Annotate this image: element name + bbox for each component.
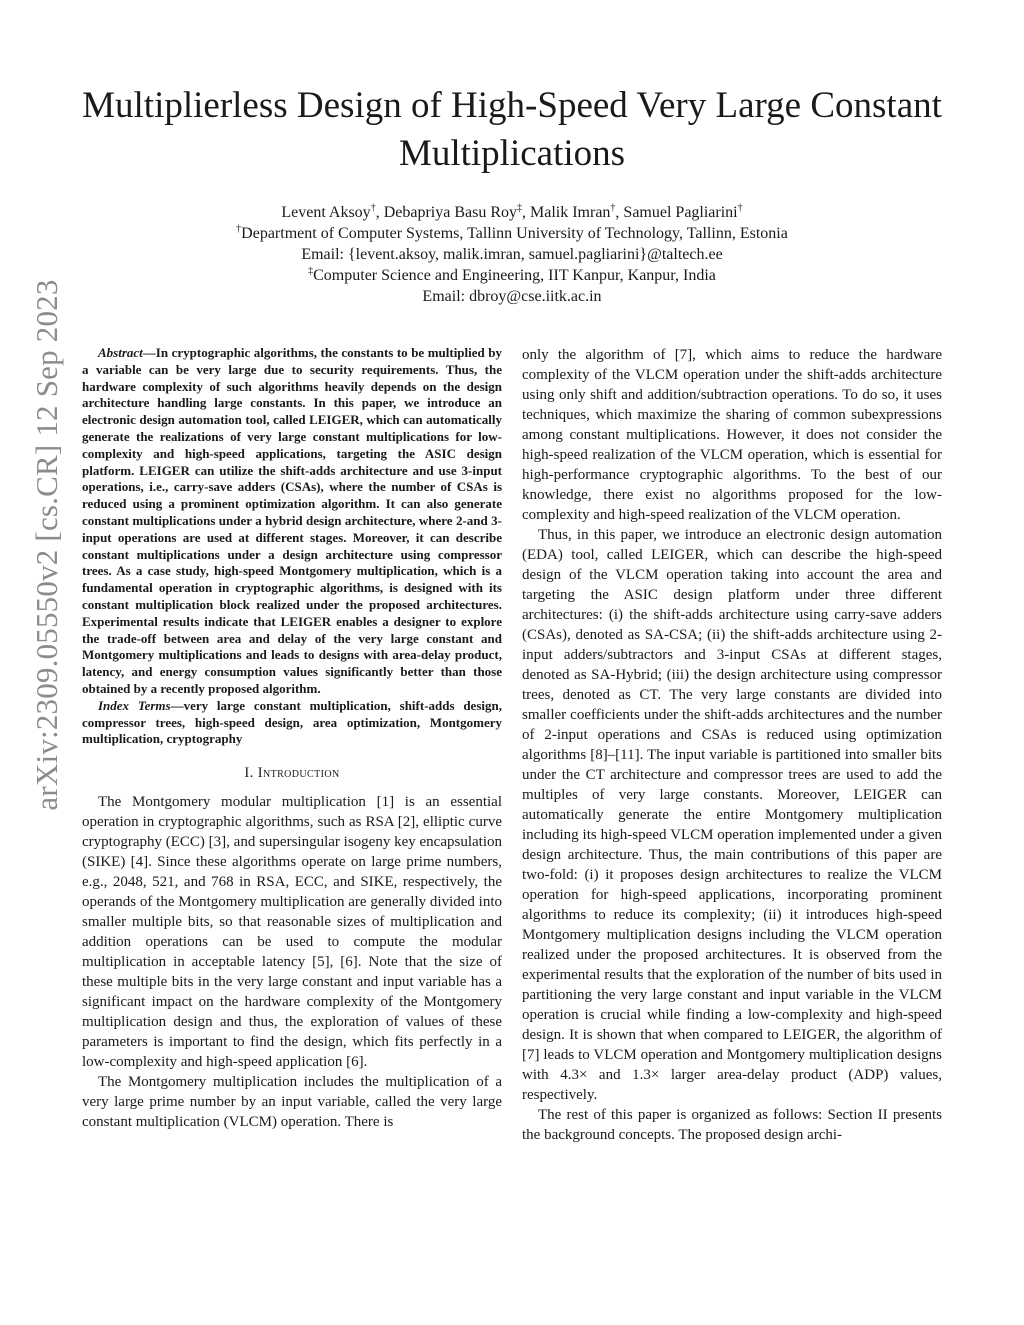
author-name: Debapriya Basu Roy	[383, 204, 517, 221]
email-2: Email: dbroy@cse.iitk.ac.in	[422, 288, 602, 305]
author-block	[60, 202, 964, 307]
right-column	[522, 345, 942, 1145]
affiliation-2: ‡Computer Science and Engineering, IIT Kanpur, Kanpur, India	[308, 265, 716, 284]
paragraph: only the algorithm of [7], which aims to reduce the hardware complexity of the VLCM operation under the shift-adds architecture using only shift and addition/subtraction operations. To do so, it uses techniques, which maximize the sharing of common subexpressions among constant multiplications. However, it does not consider the high-speed realization of the VLCM operation, which is essential for high-performance cryptographic algorithms. To the best of our knowledge, there exist no algorithms proposed for the low-complexity and high-speed realization of the VLCM operation.	[522, 347, 942, 523]
author-name: Samuel Pagliarini	[623, 204, 738, 221]
double-dagger-mark: ‡	[517, 202, 522, 214]
author-name: Levent Aksoy	[281, 204, 371, 221]
arxiv-stamp: arXiv:2309.05550v2 [cs.CR] 12 Sep 2023	[29, 279, 64, 811]
intro-body-left	[82, 792, 502, 1132]
email-1: Email: {levent.aksoy, malik.imran, samuel.pagliarini}@taltech.ee	[301, 246, 723, 263]
dagger-mark: †	[737, 202, 743, 214]
intro-body-right	[522, 345, 942, 1145]
abstract-label: Abstract	[98, 345, 143, 360]
section-heading: I. Introduction	[244, 765, 340, 782]
paragraph: The Montgomery modular multiplication [1] is an essential operation in cryptographic algorithms, such as RSA [2], elliptic curve cryptography (ECC) [3], and supersingular isogeny key encapsulation (SIKE) [4]. Since these algorithms operate on large prime numbers, e.g., 2048, 521, and 768 in RSA, ECC, and SIKE, respectively, the operands of the Montgomery multiplication are generally divided into smaller multiple bits, so that reasonable sizes of multiplication and addition operations can be used to compute the modular multiplication in acceptable latency [5], [6]. Note that the size of these multiple bits in the very large constant and input variable has a significant impact on the hardware complexity of the Montgomery multiplication design and thus, the exploration of values of these parameters is important to find the design, which fits perfectly in a low-complexity and high-speed application [6].	[82, 794, 502, 1071]
paragraph: The Montgomery multiplication includes the multiplication of a very large prime number by an input variable, called the very large constant multiplication (VLCM) operation. There is	[82, 1074, 502, 1131]
dagger-mark: †	[610, 202, 616, 214]
abstract-text: —In cryptographic algorithms, the constants to be multiplied by a variable can be very large due to security requirements. Thus, the hardware complexity of such algorithms heavily depends on the design architecture handling large constants. In this paper, we introduce an electronic design automation tool, called LEIGER, which can automatically generate the realizations of very large constant multiplications for low-complexity and high-speed applications, targeting the ASIC design platform. LEIGER can utilize the shift-adds architecture and use 3-input operations, i.e., carry-save adders (CSAs), where the number of CSAs is reduced using a prominent optimization algorithm. It can also generate constant multiplications under a hybrid design architecture, where 2-and 3-input operations are used at different stages. Moreover, it can describe constant multiplications under a design architecture using compressor trees. As a case study, high-speed Montgomery multiplication, which is a fundamental operation in cryptographic algorithms, is designed with its constant multiplication block realized under the proposed architectures. Experimental results indicate that LEIGER enables a designer to explore the trade-off between area and delay of the very large constant and Montgomery multiplications and leads to designs with area-delay product, latency, and energy consumption values significantly better than those obtained by a recently proposed algorithm.	[82, 345, 502, 696]
paragraph: Thus, in this paper, we introduce an electronic design automation (EDA) tool, called LEIGER, which can describe the high-speed design of the VLCM operation taking into account the area and targeting the ASIC design platform under three different architectures: (i) the shift-adds architecture using carry-save adders (CSAs), denoted as SA-CSA; (ii) the shift-adds architecture using 2-input adders/subtractors and 3-input CSAs at different stages, denoted as SA-Hybrid; (iii) the design architecture using compressor trees, denoted as CT. The very large constants are divided into smaller coefficients under the shift-adds architectures and the number of 2-input operations and CSAs is reduced using optimization algorithms [8]–[11]. The input variable is partitioned into smaller bits under the CT architecture and compressor trees are used to add the multiples of very large constants. Moreover, LEIGER can automatically generate the entire Montgomery multiplication including its high-speed VLCM operation implemented under a given design architecture. Thus, the main contributions of this paper are two-fold: (i) it proposes design architectures to realize the VLCM operation for high-speed applications, incorporating prominent algorithms to reduce its complexity; (ii) it introduces high-speed Montgomery multiplication designs including the VLCM operation realized under the proposed architectures. It is observed from the experimental results that the exploration of the number of bits used in partitioning the very large constant and input variable in the VLCM operation is crucial while finding a low-complexity and high-speed design. It is shown that when compared to LEIGER, the algorithm of [7] leads to VLCM operation and Montgomery multiplication designs with 4.3× and 1.3× larger area-delay product (ADP) values, respectively.	[522, 527, 942, 1103]
left-column	[82, 345, 502, 1132]
paragraph: The rest of this paper is organized as follows: Section II presents the background concepts. The proposed design archi-	[522, 1107, 942, 1143]
paper-title: Multiplierless Design of High-Speed Very Large Constant Multiplications	[82, 85, 942, 174]
abstract	[82, 345, 502, 748]
dagger-mark: †	[370, 202, 376, 214]
affiliation-1: †Department of Computer Systems, Tallinn University of Technology, Tallinn, Estonia	[236, 223, 788, 242]
author-names: Levent Aksoy†, Debapriya Basu Roy‡, Malik Imran†, Samuel Pagliarini†	[281, 202, 743, 221]
index-terms-label: Index Terms	[98, 697, 171, 713]
author-name: Malik Imran	[530, 204, 611, 221]
index-terms-text: —very large constant multiplication, shift-adds design, compressor trees, high-speed design, area optimization, Montgomery multiplication, cryptography	[82, 697, 502, 747]
